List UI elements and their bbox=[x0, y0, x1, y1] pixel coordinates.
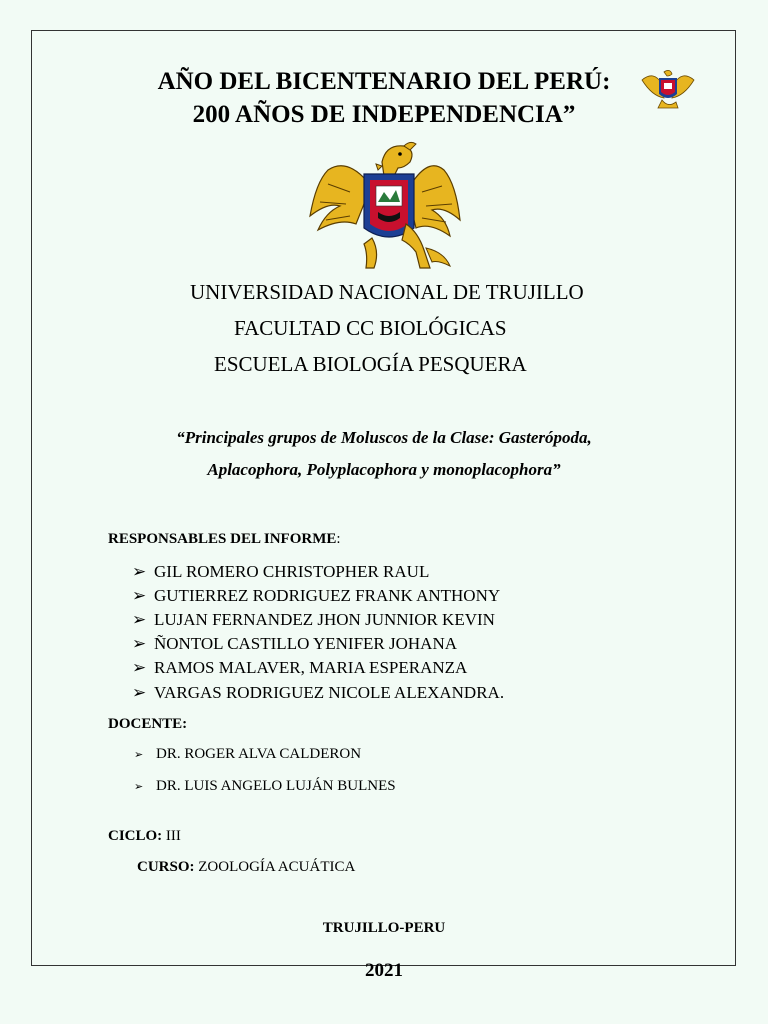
member-name: GUTIERREZ RODRIGUEZ FRANK ANTHONY bbox=[154, 586, 501, 605]
year: 2021 bbox=[365, 960, 403, 981]
arrow-bullet-icon: ➢ bbox=[132, 658, 147, 677]
header-title-line2: 200 AÑOS DE INDEPENDENCIA” bbox=[192, 101, 576, 128]
university-emblem-small-icon bbox=[640, 68, 696, 110]
arrow-bullet-icon: ➢ bbox=[134, 749, 144, 761]
responsables-label: RESPONSABLES DEL INFORME bbox=[108, 531, 337, 547]
member-item bbox=[132, 610, 495, 630]
arrow-bullet-icon: ➢ bbox=[132, 586, 147, 605]
teacher-name: DR. ROGER ALVA CALDERON bbox=[156, 746, 362, 762]
report-title-line2: Aplacophora, Polyplacophora y monoplacophora” bbox=[207, 460, 561, 479]
member-item bbox=[132, 586, 500, 606]
docente-label: DOCENTE: bbox=[108, 716, 188, 732]
ciclo-value: III bbox=[165, 828, 181, 844]
curso-label: CURSO: bbox=[137, 859, 195, 875]
member-item bbox=[132, 658, 467, 678]
city: TRUJILLO-PERU bbox=[322, 920, 446, 936]
university-emblem-icon bbox=[306, 140, 464, 272]
teacher-name: DR. LUIS ANGELO LUJÁN BULNES bbox=[156, 778, 396, 794]
member-item bbox=[132, 683, 504, 703]
report-title-line1: “Principales grupos de Moluscos de la Clase: Gasterópoda, bbox=[176, 428, 592, 447]
arrow-bullet-icon: ➢ bbox=[132, 634, 147, 653]
member-name: ÑONTOL CASTILLO YENIFER JOHANA bbox=[154, 634, 457, 653]
member-name: GIL ROMERO CHRISTOPHER RAUL bbox=[154, 562, 430, 581]
arrow-bullet-icon: ➢ bbox=[132, 610, 147, 629]
header-title-line1: AÑO DEL BICENTENARIO DEL PERÚ: bbox=[157, 68, 611, 95]
school-name: ESCUELA BIOLOGÍA PESQUERA bbox=[214, 352, 527, 376]
arrow-bullet-icon: ➢ bbox=[134, 781, 144, 793]
ciclo-label: CICLO: bbox=[108, 828, 163, 844]
member-name: RAMOS MALAVER, MARIA ESPERANZA bbox=[154, 658, 468, 677]
member-item bbox=[132, 634, 457, 654]
arrow-bullet-icon: ➢ bbox=[132, 683, 147, 702]
ciclo-line bbox=[108, 828, 181, 845]
teacher-item bbox=[134, 746, 361, 763]
member-item bbox=[132, 562, 429, 582]
curso-value: ZOOLOGÍA ACUÁTICA bbox=[198, 859, 356, 875]
teacher-item bbox=[134, 778, 396, 795]
arrow-bullet-icon: ➢ bbox=[132, 562, 147, 581]
curso-line bbox=[137, 859, 355, 876]
responsables-colon: : bbox=[336, 531, 341, 547]
member-name: LUJAN FERNANDEZ JHON JUNNIOR KEVIN bbox=[154, 610, 495, 629]
member-name: VARGAS RODRIGUEZ NICOLE ALEXANDRA. bbox=[154, 683, 505, 702]
faculty-name: FACULTAD CC BIOLÓGICAS bbox=[234, 316, 507, 340]
university-name: UNIVERSIDAD NACIONAL DE TRUJILLO bbox=[190, 280, 584, 304]
responsables-heading bbox=[108, 531, 341, 548]
